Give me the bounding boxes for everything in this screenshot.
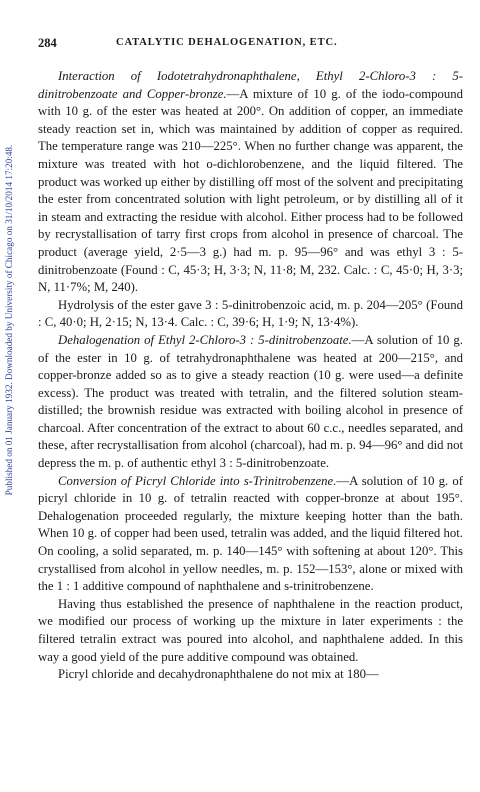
paragraph-text: Picryl chloride and decahydronaphthalene do not mix at 180— bbox=[58, 667, 379, 682]
paragraph-text: Hydrolysis of the ester gave 3 : 5-dinitrobenzoic acid, m. p. 204—205° (Found : C, 40·0; H, 2·15; N, 13·4. Calc. : C, 39·6; H, 1·9; N, 13·4%). bbox=[38, 297, 463, 330]
page-header bbox=[38, 36, 458, 52]
paragraph bbox=[38, 473, 463, 596]
paragraph bbox=[38, 68, 463, 297]
page-number: 284 bbox=[38, 36, 57, 50]
paragraph bbox=[38, 332, 463, 473]
paragraph-text: Having thus established the presence of naphthalene in the reaction product, we modified our process of working up the mixture in later experiments : the filtered tetralin extract was poured into alcohol, and naphthalene added. In this way a good yield of the pure additive compound was obtained. bbox=[38, 596, 463, 664]
paragraph bbox=[38, 666, 463, 684]
paragraph-heading: Dehalogenation of Ethyl 2-Chloro-3 : 5-dinitrobenzoate. bbox=[58, 332, 352, 347]
paragraph-text: —A solution of 10 g. of picryl chloride in 10 g. of tetralin reacted with copper-bronze at about 195°. Dehalogenation proceeded regularly, the mixture keeping hotter than the bath. When 10 g. of copper had been used, tetralin was added, and the liquid filtered hot. On cooling, a solid separated, m. p. 140—145° with softening at about 120°. This crystallised from alcohol in yellow needles, m. p. 152—153°, alone or mixed with the 1 : 1 additive compound of naphthalene and s-trinitrobenzene. bbox=[38, 473, 463, 594]
paragraph-heading: Interaction of Iodotetrahydronaphthalene, Ethyl 2-Chloro-3 : 5-dinitrobenzoate and Copper-bronze. bbox=[38, 69, 463, 101]
running-head: CATALYTIC DEHALOGENATION, ETC. bbox=[116, 37, 338, 48]
paragraph-text: —A mixture of 10 g. of the iodo-compound with 10 g. of the ester was heated at 200°. On addition of copper, an immediate steady reaction set in, which was maintained by addition of copper as required. The temperature range was 210—225°. When no further change was apparent, the mixture was treated with hot o-dichlorobenzene, and the liquid filtered. The product was worked up either by distilling off most of the solvent and precipitating the ester from concentrated solution with light petroleum, or by distilling all of it in steam and extracting the residue with alcohol. Either process had to be followed by recrystallisation of tarry first crops from alcohol in presence of charcoal. The product (average yield, 2·5—3 g.) had m. p. 95—96° and was ethyl 3 : 5-dinitrobenzoate (Found : C, 45·3; H, 3·3; N, 11·8; M, 232. Calc. : C, 45·0; H, 3·3; N, 11·7%; M, 240). bbox=[38, 86, 463, 295]
paragraph bbox=[38, 596, 463, 666]
paragraph-heading: Conversion of Picryl Chloride into s-Trinitrobenzene. bbox=[58, 473, 337, 488]
download-watermark bbox=[2, 70, 16, 570]
download-watermark-text: Published on 01 January 1932. Downloaded by University of Chicago on 31/10/2014 17:20:48. bbox=[4, 144, 14, 496]
paragraph bbox=[38, 297, 463, 332]
paragraph-text: —A solution of 10 g. of the ester in 10 g. of tetrahydronaphthalene was heated at 200—215°, and copper-bronze added so as to give a steady reaction (10 g. were used—a definite excess). The product was treated with tetralin, and the filtered solution steam-distilled; the brownish residue was extracted with boiling alcohol in presence of charcoal. After concentration of the extract to about 60 c.c., needles separated, and these, after recrystallisation from alcohol (charcoal), had m. p. 94—96° and did not depress the m. p. of authentic ethyl 3 : 5-dinitrobenzoate. bbox=[38, 332, 464, 471]
article-body bbox=[38, 68, 463, 684]
